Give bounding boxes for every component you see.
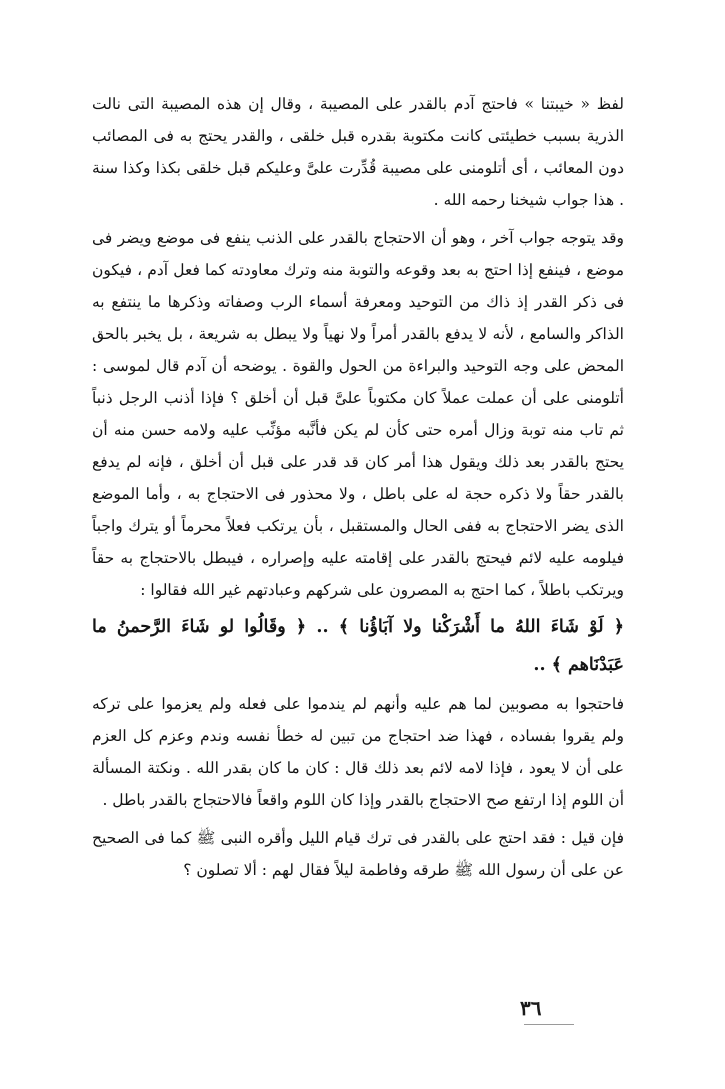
paragraph-objection: فإن قيل : فقد احتج على بالقدر فى ترك قيام الليل وأقره النبى ﷺ كما فى الصحيح عن على أن رسول الله ﷺ طرقه وفاطمة ليلاً فقال لهم : ألا تصلون ؟ — [92, 829, 624, 879]
paragraph-polytheists-argument: فاحتجوا به مصوبين لما هم عليه وأنهم لم يندموا على فعله ولم يعزموا على تركه ولم يقروا بفساده ، فهذا ضد احتجاج من تبين له خطأ نفسه وندم وعزم كل العزم على أن لا يعود ، فإذا لامه لائم بعد ذلك قال : كان ما كان بقدر الله . ونكتة المسألة أن اللوم إذا ارتفع صح الاحتجاج بالقدر وإذا كان اللوم واقعاً فالاحتجاج بالقدر باطل . — [92, 695, 624, 809]
paragraph-second-answer: وقد يتوجه جواب آخر ، وهو أن الاحتجاج بالقدر على الذنب ينفع فى موضع ويضر فى موضع ، فينفع إذا احتج به بعد وقوعه والتوبة منه وترك معاودته كما فعل آدم ، فيكون فى ذكر القدر إذ ذاك من التوحيد ومعرفة أسماء الرب وصفاته وذكرها ما ينتفع به الذاكر والسامع ، لأنه لا يدفع بالقدر أمراً ولا نهياً ولا يبطل به شريعة ، بل يخبر بالحق المحض على وجه التوحيد والبراءة من الحول والقوة . يوضحه أن آدم قال لموسى : أتلومنى على أن عملت عملاً كان مكتوباً علىَّ قبل أن أخلق ؟ فإذا أذنب الرجل ذنباً ثم تاب منه توبة وزال أمره حتى كأن لم يكن فأنَّبه مؤنِّب عليه ولامه حسن منه أن يحتج بالقدر بعد ذلك ويقول هذا أمر كان قد قدر على قبل أن أخلق ، فإنه لم يدفع بالقدر حقاً ولا ذكره حجة له على باطل ، ولا محذور فى الاحتجاج به ، وأما الموضع الذى يضر الاحتجاج به ففى الحال والمستقبل ، بأن يرتكب فعلاً محرماً أو يترك واجباً فيلومه عليه لائم فيحتج بالقدر على إقامته عليه وإصراره ، فيبطل بالاحتجاج به حقاً ويرتكب باطلاً ، كما احتج به المصرون على شركهم وعبادتهم غير الله فقالوا : — [92, 229, 624, 599]
quran-quote: ﴿ لَوْ شَاءَ اللهُ ما أَشْرَكْنا ولا آبَاؤُنا ﴾ .. ﴿ وقَالُوا لو شَاءَ الرَّحمنُ ما عَبَدْنَاهم ﴾ .. — [92, 617, 624, 675]
page-number-underline — [524, 1024, 574, 1025]
page-number: ٣٦ — [520, 996, 542, 1020]
page-body — [92, 88, 624, 886]
paragraph-adam-argument: لفظ « خيبتنا » فاحتج آدم بالقدر على المصيبة ، وقال إن هذه المصيبة التى نالت الذرية بسبب خطيئتى كانت مكتوبة بقدره قبل خلقى ، والقدر يحتج به فى المصائب دون المعائب ، أى أتلومنى على مصيبة قُدِّرت علىَّ وعليكم قبل خلقى بكذا وكذا سنة . هذا جواب شيخنا رحمه الله . — [92, 95, 624, 209]
